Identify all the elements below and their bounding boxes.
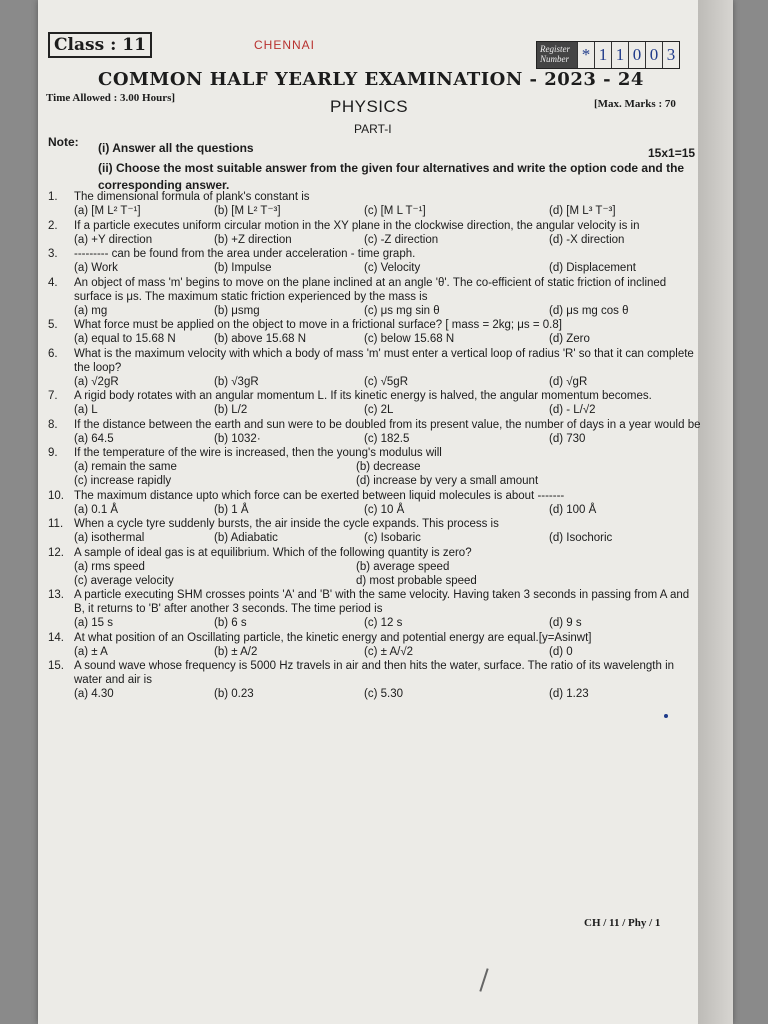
option-row (48, 332, 703, 346)
register-digit: * (577, 42, 594, 68)
question-number: 5. (48, 319, 58, 331)
ink-dot (664, 714, 668, 718)
answer-option: (d) Zero (549, 333, 590, 345)
option-row (48, 375, 703, 389)
answer-option: (b) √3gR (214, 375, 259, 388)
answer-option: (d) 9 s (549, 617, 582, 629)
note-label: Note: (48, 135, 79, 149)
answer-option: (b) Adiabatic (214, 532, 278, 544)
question-line (48, 418, 703, 432)
question-line (48, 190, 703, 204)
answer-option: (d) 0 (549, 645, 573, 658)
question-line (48, 446, 703, 460)
answer-option: (c) below 15.68 N (364, 333, 455, 345)
answer-option: (a) L (74, 404, 98, 416)
answer-option: (b) decrease (356, 461, 421, 473)
question-item (48, 190, 703, 218)
question-item (48, 631, 703, 659)
answer-option: (d) √gR (549, 375, 588, 388)
question-text: What is the maximum velocity with which a body of mass 'm' must enter a vertical loop of radius 'R' so that it can complete the loop? (74, 347, 694, 374)
question-item (48, 276, 703, 318)
answer-option: (b) 0.23 (214, 688, 254, 700)
option-row (48, 645, 703, 659)
question-number: 15. (48, 660, 64, 672)
exam-title: COMMON HALF YEARLY EXAMINATION - 2023 - 24 (98, 69, 644, 90)
register-digit: 1 (611, 42, 628, 68)
time-allowed: Time Allowed : 3.00 Hours] (46, 92, 176, 104)
question-text: At what position of an Oscillating particle, the kinetic energy and potential energy are equal.[y=Asinwt] (74, 631, 592, 644)
answer-option: (c) 10 Å (364, 503, 405, 516)
answer-option: (c) average velocity (74, 574, 174, 587)
answer-option: (d) Displacement (549, 262, 636, 274)
option-row (48, 261, 703, 275)
question-item (48, 517, 703, 545)
question-line (48, 247, 703, 261)
question-number: 10. (48, 489, 64, 502)
note-line-1: (i) Answer all the questions (98, 141, 254, 155)
question-text: The dimensional formula of plank's constant is (74, 191, 310, 203)
question-number: 6. (48, 347, 58, 360)
answer-option: (b) 1 Å (214, 503, 249, 516)
question-number: 8. (48, 418, 58, 431)
question-item (48, 247, 703, 275)
answer-option: (d) -X direction (549, 233, 625, 246)
answer-option: (d) 730 (549, 432, 586, 445)
question-text: If a particle executes uniform circular motion in the XY plane in the clockwise direction, the angular velocity is in (74, 219, 640, 232)
answer-option: (a) 0.1 Å (74, 503, 119, 516)
question-line (48, 631, 703, 645)
answer-option: (b) 6 s (214, 617, 247, 629)
question-number: 9. (48, 447, 58, 459)
note-line-2: (ii) Choose the most suitable answer from the given four alternatives and write the option code and the corresponding answer. (98, 161, 685, 192)
question-text: An object of mass 'm' begins to move on the plane inclined at an angle 'θ'. The co-efficient of static friction of inclined surface is μs. The maximum static friction experienced by the mass is (74, 276, 667, 303)
question-number: 11. (48, 518, 64, 530)
answer-option: (c) increase rapidly (74, 475, 172, 487)
question-line (48, 318, 703, 332)
paper-code: CH / 11 / Phy / 1 (584, 917, 661, 929)
question-number: 3. (48, 248, 58, 260)
question-number: 7. (48, 390, 58, 402)
question-text: What force must be applied on the object to move in a frictional surface? [ mass = 2kg; μs = 0.8] (74, 319, 562, 331)
question-text: A rigid body rotates with an angular momentum L. If its kinetic energy is halved, the angular momentum becomes. (74, 390, 652, 402)
answer-option: d) most probable speed (356, 574, 477, 587)
class-label: Class : 11 (48, 32, 152, 58)
option-row (48, 687, 703, 701)
question-item (48, 318, 703, 346)
answer-option: (a) equal to 15.68 N (74, 333, 176, 345)
question-text: A sound wave whose frequency is 5000 Hz travels in air and then hits the water, surface. The ratio of its wavelength in water and air is (74, 660, 675, 686)
question-line (48, 546, 703, 560)
option-row (48, 616, 703, 630)
option-row (48, 432, 703, 446)
answer-option: (a) Work (74, 262, 118, 274)
district-stamp: CHENNAI (254, 38, 316, 52)
answer-option: (c) 2L (364, 404, 394, 416)
answer-option: (d) - L/√2 (549, 404, 596, 416)
question-item (48, 659, 703, 701)
question-text: --------- can be found from the area under acceleration - time graph. (74, 248, 416, 260)
question-text: A particle executing SHM crosses points 'A' and 'B' with the same velocity. Having taken 3 seconds in passing from A and B, it returns to 'B' after another 3 seconds. The time period is (74, 589, 690, 615)
register-digit: 0 (645, 42, 662, 68)
answer-option: (b) ± A/2 (214, 645, 258, 658)
answer-option: (d) [M L³ T⁻³] (549, 205, 616, 217)
answer-option: (b) 1032· (214, 432, 261, 445)
question-item (48, 588, 703, 630)
answer-option: (c) Velocity (364, 262, 421, 274)
question-line (48, 389, 703, 403)
question-text: When a cycle tyre suddenly bursts, the air inside the cycle expands. This process is (74, 518, 499, 530)
answer-option: (a) remain the same (74, 461, 177, 473)
answer-option: (b) average speed (356, 560, 450, 573)
answer-option: (a) 15 s (74, 617, 113, 629)
answer-option: (c) 182.5 (364, 432, 410, 445)
answer-option: (c) 12 s (364, 617, 403, 629)
answer-option: (c) [M L T⁻¹] (364, 205, 426, 217)
question-text: If the temperature of the wire is increased, then the young's modulus will (74, 447, 442, 459)
answer-option: (a) +Y direction (74, 233, 153, 246)
register-digit: 0 (628, 42, 645, 68)
option-row (48, 560, 703, 588)
answer-option: (b) above 15.68 N (214, 333, 307, 345)
answer-option: (a) rms speed (74, 560, 145, 573)
option-row (48, 531, 703, 545)
question-item (48, 418, 703, 446)
question-item (48, 446, 703, 488)
answer-option: (a) 4.30 (74, 688, 114, 700)
answer-option: (b) μsmg (214, 304, 260, 317)
question-line (48, 489, 703, 503)
question-line (48, 347, 703, 375)
question-text: If the distance between the earth and sun were to be doubled from its present value, the number of days in a year would be (74, 418, 701, 431)
option-row (48, 233, 703, 247)
max-marks: [Max. Marks : 70 (594, 98, 676, 110)
answer-option: (a) 64.5 (74, 432, 114, 445)
option-row (48, 403, 703, 417)
question-text: The maximum distance upto which force can be exerted between liquid molecules is about ------- (74, 489, 565, 502)
question-line (48, 517, 703, 531)
question-list (48, 190, 703, 702)
answer-option: (d) 1.23 (549, 688, 589, 700)
answer-option: (c) 5.30 (364, 688, 403, 700)
answer-option: (a) mg (74, 304, 108, 317)
answer-option: (b) Impulse (214, 262, 272, 274)
question-line (48, 659, 703, 687)
answer-option: (c) μs mg sin θ (364, 304, 440, 317)
register-digit: 3 (662, 42, 679, 68)
question-number: 14. (48, 631, 64, 644)
answer-option: (d) 100 Å (549, 503, 597, 516)
part-heading: PART-I (354, 122, 392, 136)
answer-option: (b) +Z direction (214, 233, 292, 246)
answer-option: (c) Isobaric (364, 532, 421, 544)
question-number: 2. (48, 219, 58, 232)
question-item (48, 389, 703, 417)
answer-option: (d) Isochoric (549, 532, 613, 544)
register-digit: 1 (594, 42, 611, 68)
question-item (48, 489, 703, 517)
answer-option: (c) √5gR (364, 375, 409, 388)
register-number-label: Register Number (537, 42, 577, 68)
question-text: A sample of ideal gas is at equilibrium. Which of the following quantity is zero? (74, 546, 472, 559)
register-number-box (536, 41, 680, 69)
question-line (48, 276, 703, 304)
question-item (48, 219, 703, 247)
answer-option: (a) ± A (74, 645, 108, 658)
question-line (48, 588, 703, 616)
answer-option: (a) [M L² T⁻¹] (74, 205, 141, 217)
question-line (48, 219, 703, 233)
option-row (48, 460, 703, 488)
answer-option: (a) isothermal (74, 532, 145, 544)
option-row (48, 503, 703, 517)
exam-paper (38, 0, 733, 1024)
answer-option: (d) μs mg cos θ (549, 304, 629, 317)
question-number: 12. (48, 546, 64, 559)
question-number: 13. (48, 589, 64, 601)
question-number: 4. (48, 276, 58, 289)
option-row (48, 304, 703, 318)
pencil-mark (479, 968, 488, 991)
mark-scheme: 15x1=15 (648, 146, 696, 160)
answer-option: (b) [M L² T⁻³] (214, 205, 281, 217)
option-row (48, 204, 703, 218)
answer-option: (c) -Z direction (364, 233, 439, 246)
answer-option: (b) L/2 (214, 404, 248, 416)
question-number: 1. (48, 191, 58, 203)
answer-option: (c) ± A/√2 (364, 645, 414, 658)
answer-option: (a) √2gR (74, 375, 119, 388)
paper-edge (698, 0, 733, 1024)
answer-option: (d) increase by very a small amount (356, 475, 539, 487)
question-item (48, 546, 703, 588)
question-item (48, 347, 703, 389)
subject-title: PHYSICS (330, 97, 409, 116)
